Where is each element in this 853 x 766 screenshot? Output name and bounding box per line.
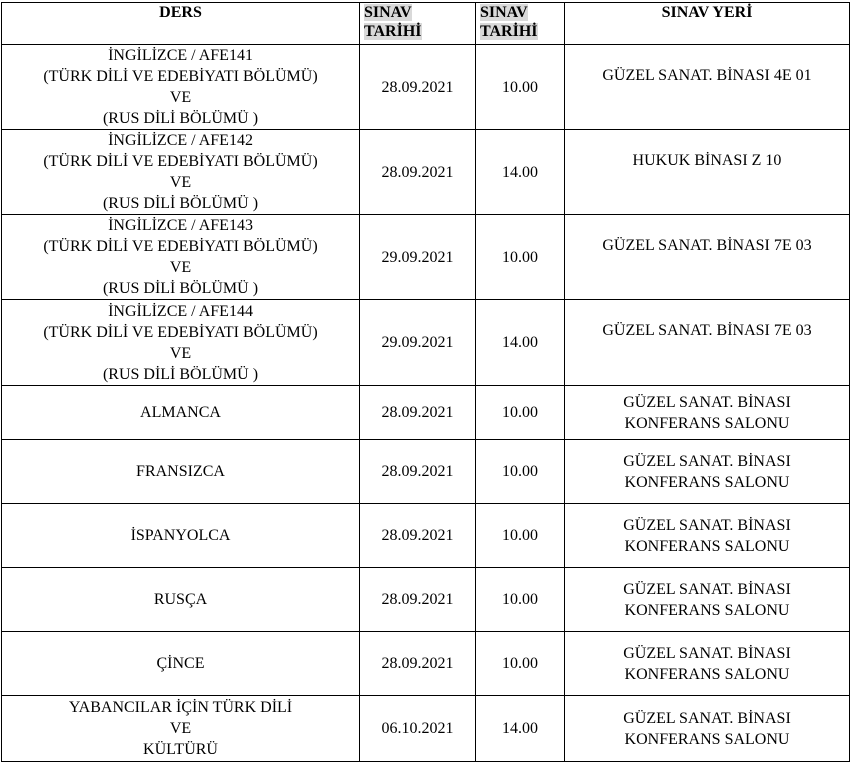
cell-sinav-saati: 14.00 <box>476 130 565 215</box>
cell-sinav-tarihi: 29.09.2021 <box>360 300 476 386</box>
cell-sinav-tarihi: 28.09.2021 <box>360 386 476 440</box>
table-row <box>2 504 850 568</box>
cell-ders <box>2 696 360 762</box>
header-sinav-saati: SINAV TARİHİ <box>476 3 565 45</box>
yeri-line: GÜZEL SANAT. BİNASI 7E 03 <box>602 322 812 339</box>
yeri-line: GÜZEL SANAT. BİNASI <box>623 452 791 470</box>
cell-sinav-yeri <box>565 130 850 215</box>
header-row <box>2 3 850 45</box>
cell-sinav-yeri <box>565 696 850 762</box>
ders-line: (RUS DİLİ BÖLÜMÜ ) <box>102 280 259 297</box>
ders-line: ALMANCA <box>140 404 221 421</box>
header-ders: DERS <box>2 3 360 45</box>
cell-sinav-saati: 10.00 <box>476 632 565 696</box>
ders-line: VE <box>169 259 192 276</box>
ders-line: İNGİLİZCE / AFE142 <box>108 132 253 149</box>
ders-line: (TÜRK DİLİ VE EDEBİYATI BÖLÜMÜ) <box>43 323 318 341</box>
cell-ders <box>2 130 360 215</box>
cell-sinav-tarihi: 28.09.2021 <box>360 632 476 696</box>
cell-sinav-saati: 10.00 <box>476 568 565 632</box>
ders-line: FRANSIZCA <box>136 463 225 480</box>
table-row <box>2 696 850 762</box>
yeri-line: GÜZEL SANAT. BİNASI 4E 01 <box>602 67 812 84</box>
cell-sinav-tarihi: 28.09.2021 <box>360 130 476 215</box>
cell-sinav-tarihi: 28.09.2021 <box>360 45 476 130</box>
cell-ders <box>2 504 360 568</box>
ders-line: (TÜRK DİLİ VE EDEBİYATI BÖLÜMÜ) <box>43 153 318 170</box>
ders-line: İSPANYOLCA <box>130 527 231 544</box>
yeri-line: GÜZEL SANAT. BİNASI <box>623 516 791 534</box>
cell-sinav-saati: 10.00 <box>476 45 565 130</box>
yeri-line: KONFERANS SALONU <box>624 730 790 748</box>
ders-line: İNGİLİZCE / AFE141 <box>108 47 253 64</box>
ders-line: VE <box>169 89 192 106</box>
yeri-line: GÜZEL SANAT. BİNASI <box>623 644 791 662</box>
yeri-line: KONFERANS SALONU <box>624 414 790 432</box>
cell-sinav-saati: 10.00 <box>476 504 565 568</box>
cell-sinav-yeri <box>565 632 850 696</box>
ders-line: İNGİLİZCE / AFE144 <box>108 302 253 320</box>
ders-line: (TÜRK DİLİ VE EDEBİYATI BÖLÜMÜ) <box>43 238 318 255</box>
ders-line: (RUS DİLİ BÖLÜMÜ ) <box>102 365 259 383</box>
table-row <box>2 130 850 215</box>
header-sinav-yeri: SINAV YERİ <box>565 3 850 45</box>
yeri-line: KONFERANS SALONU <box>624 601 790 619</box>
table-row <box>2 632 850 696</box>
ders-line: (RUS DİLİ BÖLÜMÜ ) <box>102 195 259 212</box>
ders-line: İNGİLİZCE / AFE143 <box>108 217 253 234</box>
cell-ders <box>2 440 360 504</box>
yeri-line: GÜZEL SANAT. BİNASI <box>623 393 791 411</box>
table-row <box>2 386 850 440</box>
cell-sinav-tarihi: 28.09.2021 <box>360 504 476 568</box>
cell-sinav-tarihi: 28.09.2021 <box>360 440 476 504</box>
ders-line: VE <box>169 344 192 362</box>
cell-ders <box>2 300 360 386</box>
ders-line: VE <box>169 720 192 737</box>
cell-sinav-tarihi: 06.10.2021 <box>360 696 476 762</box>
cell-sinav-tarihi: 28.09.2021 <box>360 568 476 632</box>
table-row <box>2 568 850 632</box>
ders-line: VE <box>169 174 192 191</box>
table-row <box>2 440 850 504</box>
exam-schedule-table <box>1 2 850 762</box>
cell-sinav-yeri <box>565 568 850 632</box>
ders-line: (RUS DİLİ BÖLÜMÜ ) <box>102 110 259 127</box>
ders-line: KÜLTÜRÜ <box>143 741 218 758</box>
cell-sinav-tarihi: 29.09.2021 <box>360 215 476 300</box>
cell-sinav-saati: 14.00 <box>476 300 565 386</box>
header-sinav-tarihi: SINAV TARİHİ <box>360 3 476 45</box>
table-row <box>2 45 850 130</box>
yeri-line: GÜZEL SANAT. BİNASI <box>623 580 791 598</box>
cell-sinav-yeri <box>565 215 850 300</box>
table-row <box>2 215 850 300</box>
cell-sinav-yeri <box>565 504 850 568</box>
cell-ders <box>2 568 360 632</box>
cell-sinav-yeri <box>565 440 850 504</box>
cell-sinav-yeri <box>565 300 850 386</box>
cell-sinav-yeri <box>565 386 850 440</box>
table-row <box>2 300 850 386</box>
ders-line: RUSÇA <box>153 591 208 608</box>
yeri-line: GÜZEL SANAT. BİNASI 7E 03 <box>602 237 812 254</box>
ders-line: ÇİNCE <box>156 655 205 672</box>
cell-ders <box>2 45 360 130</box>
cell-ders <box>2 215 360 300</box>
yeri-line: HUKUK BİNASI Z 10 <box>632 152 782 169</box>
cell-sinav-yeri <box>565 45 850 130</box>
yeri-line: GÜZEL SANAT. BİNASI <box>623 709 791 727</box>
cell-sinav-saati: 10.00 <box>476 215 565 300</box>
yeri-line: KONFERANS SALONU <box>624 665 790 683</box>
cell-ders <box>2 632 360 696</box>
yeri-line: KONFERANS SALONU <box>624 473 790 491</box>
cell-sinav-saati: 14.00 <box>476 696 565 762</box>
cell-ders <box>2 386 360 440</box>
yeri-line: KONFERANS SALONU <box>624 537 790 555</box>
ders-line: (TÜRK DİLİ VE EDEBİYATI BÖLÜMÜ) <box>43 68 318 85</box>
cell-sinav-saati: 10.00 <box>476 440 565 504</box>
cell-sinav-saati: 10.00 <box>476 386 565 440</box>
ders-line: YABANCILAR İÇİN TÜRK DİLİ <box>68 699 293 716</box>
